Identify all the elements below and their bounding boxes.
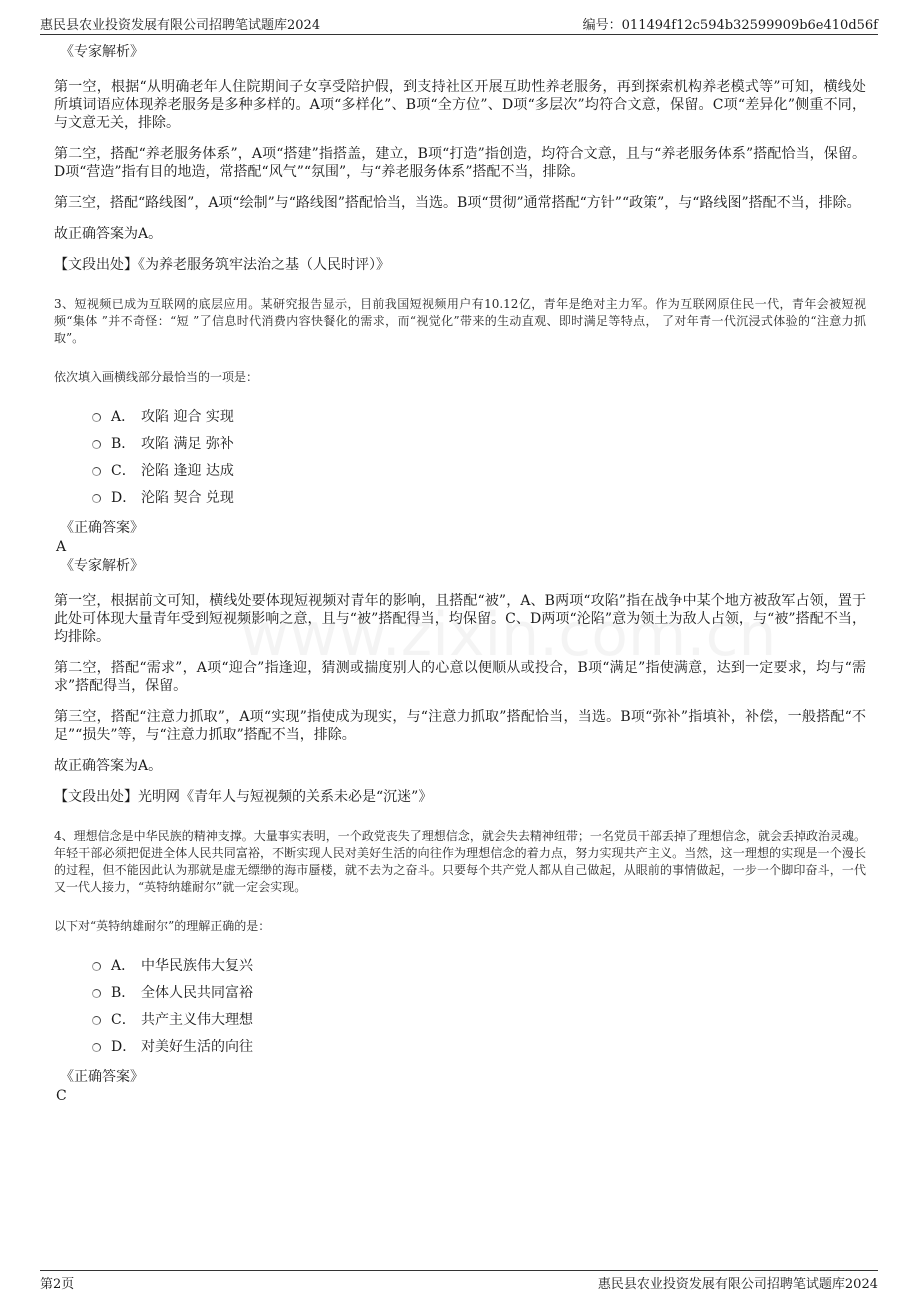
option-a[interactable]: A． 攻陷 迎合 实现 xyxy=(92,402,866,429)
option-b[interactable]: B． 全体人民共同富裕 xyxy=(92,978,866,1005)
radio-icon[interactable] xyxy=(92,1043,101,1052)
analysis-paragraph: 第一空，根据前文可知，横线处要体现短视频对青年的影响，且搭配“被”，A、B两项“攻陷”指在战争中某个地方被敌军占领，置于此处可体现大量青年受到短视频影响之意，且与“被”搭配得当，均保留。C、D两项“沦陷”意为领土为敌人占领，与“被”搭配不当，均排除。 xyxy=(54,593,866,645)
option-c[interactable]: C． 沦陷 逢迎 达成 xyxy=(92,456,866,483)
correct-answer-label: 《正确答案》 xyxy=(60,520,144,536)
question-4-text: 4、理想信念是中华民族的精神支撑。大量事实表明，一个政党丧失了理想信念，就会失去精神纽带；一名党员干部丢掉了理想信念，就会丢掉政治灵魂。年轻干部必须把促进全体人民共同富裕，不断实现人民对美好生活的向往作为理想信念的着力点，努力实现共产主义。当然，这一理想的实现是一个漫长的过程，但不能因此认为那就是虚无缥缈的海市蜃楼，就不去为之奋斗。只要每个共产党人都从自己做起，从眼前的事情做起，一步一个脚印奋斗，一代又一代人接力，“英特纳雄耐尔”就一定会实现。 xyxy=(54,829,866,894)
correct-answer: C xyxy=(56,1088,67,1104)
analysis-paragraph: 第二空，搭配“养老服务体系”，A项“搭建”指搭盖，建立，B项“打造”指创造，均符合文意，且与“养老服务体系”搭配恰当，保留。D项“营造”指有目的地造，常搭配“风气”“氛围”，与“养老服务体系”搭配不当，排除。 xyxy=(54,146,866,180)
question-4-prompt: 以下对“英特纳雄耐尔”的理解正确的是： xyxy=(54,919,271,933)
question-3-options xyxy=(92,402,866,510)
option-a[interactable]: A． 中华民族伟大复兴 xyxy=(92,951,866,978)
radio-icon[interactable] xyxy=(92,1016,101,1025)
source-citation: 【文段出处】光明网《青年人与短视频的关系未必是“沉迷”》 xyxy=(54,789,433,805)
analysis-paragraph: 第一空，根据“从明确老年人住院期间子女享受陪护假，到支持社区开展互助性养老服务，再到探索机构养老模式等”可知，横线处所填词语应体现养老服务是多种多样的。A项“多样化”、B项“全方位”、D项“多层次”均符合文意，保留。C项“差异化”侧重不同，与文意无关，排除。 xyxy=(54,79,866,131)
question-4-options xyxy=(92,951,866,1059)
correct-answer: A xyxy=(56,539,67,555)
expert-analysis-label: 《专家解析》 xyxy=(60,558,144,574)
option-d[interactable]: D． 对美好生活的向往 xyxy=(92,1032,866,1059)
page-header xyxy=(40,12,878,35)
footer-title: 惠民县农业投资发展有限公司招聘笔试题库2024 xyxy=(597,1277,878,1292)
conclusion: 故正确答案为A。 xyxy=(54,226,163,242)
page-number: 第2页 xyxy=(40,1277,75,1292)
page-footer xyxy=(40,1270,878,1293)
radio-icon[interactable] xyxy=(92,467,101,476)
header-title: 惠民县农业投资发展有限公司招聘笔试题库2024 xyxy=(40,18,321,33)
source-citation: 【文段出处】《为养老服务筑牢法治之基（人民时评）》 xyxy=(54,257,390,273)
question-3-prompt: 依次填入画横线部分最恰当的一项是： xyxy=(54,370,259,384)
option-d[interactable]: D． 沦陷 契合 兑现 xyxy=(92,483,866,510)
radio-icon[interactable] xyxy=(92,494,101,503)
analysis-paragraph: 第三空，搭配“路线图”，A项“绘制”与“路线图”搭配恰当，当选。B项“贯彻”通常搭配“方针”“政策”，与“路线图”搭配不当，排除。 xyxy=(54,195,861,211)
conclusion: 故正确答案为A。 xyxy=(54,758,163,774)
option-b[interactable]: B． 攻陷 满足 弥补 xyxy=(92,429,866,456)
correct-answer-label: 《正确答案》 xyxy=(60,1069,144,1085)
radio-icon[interactable] xyxy=(92,989,101,998)
analysis-paragraph: 第二空，搭配“需求”，A项“迎合”指逢迎，猜测或揣度别人的心意以便顺从或投合，B项“满足”指使满意，达到一定要求，均与“需求”搭配得当，保留。 xyxy=(54,660,866,694)
radio-icon[interactable] xyxy=(92,962,101,971)
expert-analysis-label: 《专家解析》 xyxy=(60,44,144,60)
option-c[interactable]: C． 共产主义伟大理想 xyxy=(92,1005,866,1032)
radio-icon[interactable] xyxy=(92,440,101,449)
header-code: 编号：011494f12c594b32599909b6e410d56f xyxy=(582,18,878,33)
page-content xyxy=(54,40,866,1105)
radio-icon[interactable] xyxy=(92,413,101,422)
question-3-text: 3、短视频已成为互联网的底层应用。某研究报告显示，目前我国短视频用户有10.12亿，青年是绝对主力军。作为互联网原住民一代，青年会被短视频“集体 ”并不奇怪：“短 ”了信息时代消费内容快餐化的需求，而“视觉化”带来的生动直观、即时满足等特点， 了对年青一代沉浸式体验的“注意力抓取”。 xyxy=(54,297,866,345)
analysis-paragraph: 第三空，搭配“注意力抓取”，A项“实现”指使成为现实，与“注意力抓取”搭配恰当，当选。B项“弥补”指填补，补偿，一般搭配“不足”“损失”等，与“注意力抓取”搭配不当，排除。 xyxy=(54,709,866,743)
